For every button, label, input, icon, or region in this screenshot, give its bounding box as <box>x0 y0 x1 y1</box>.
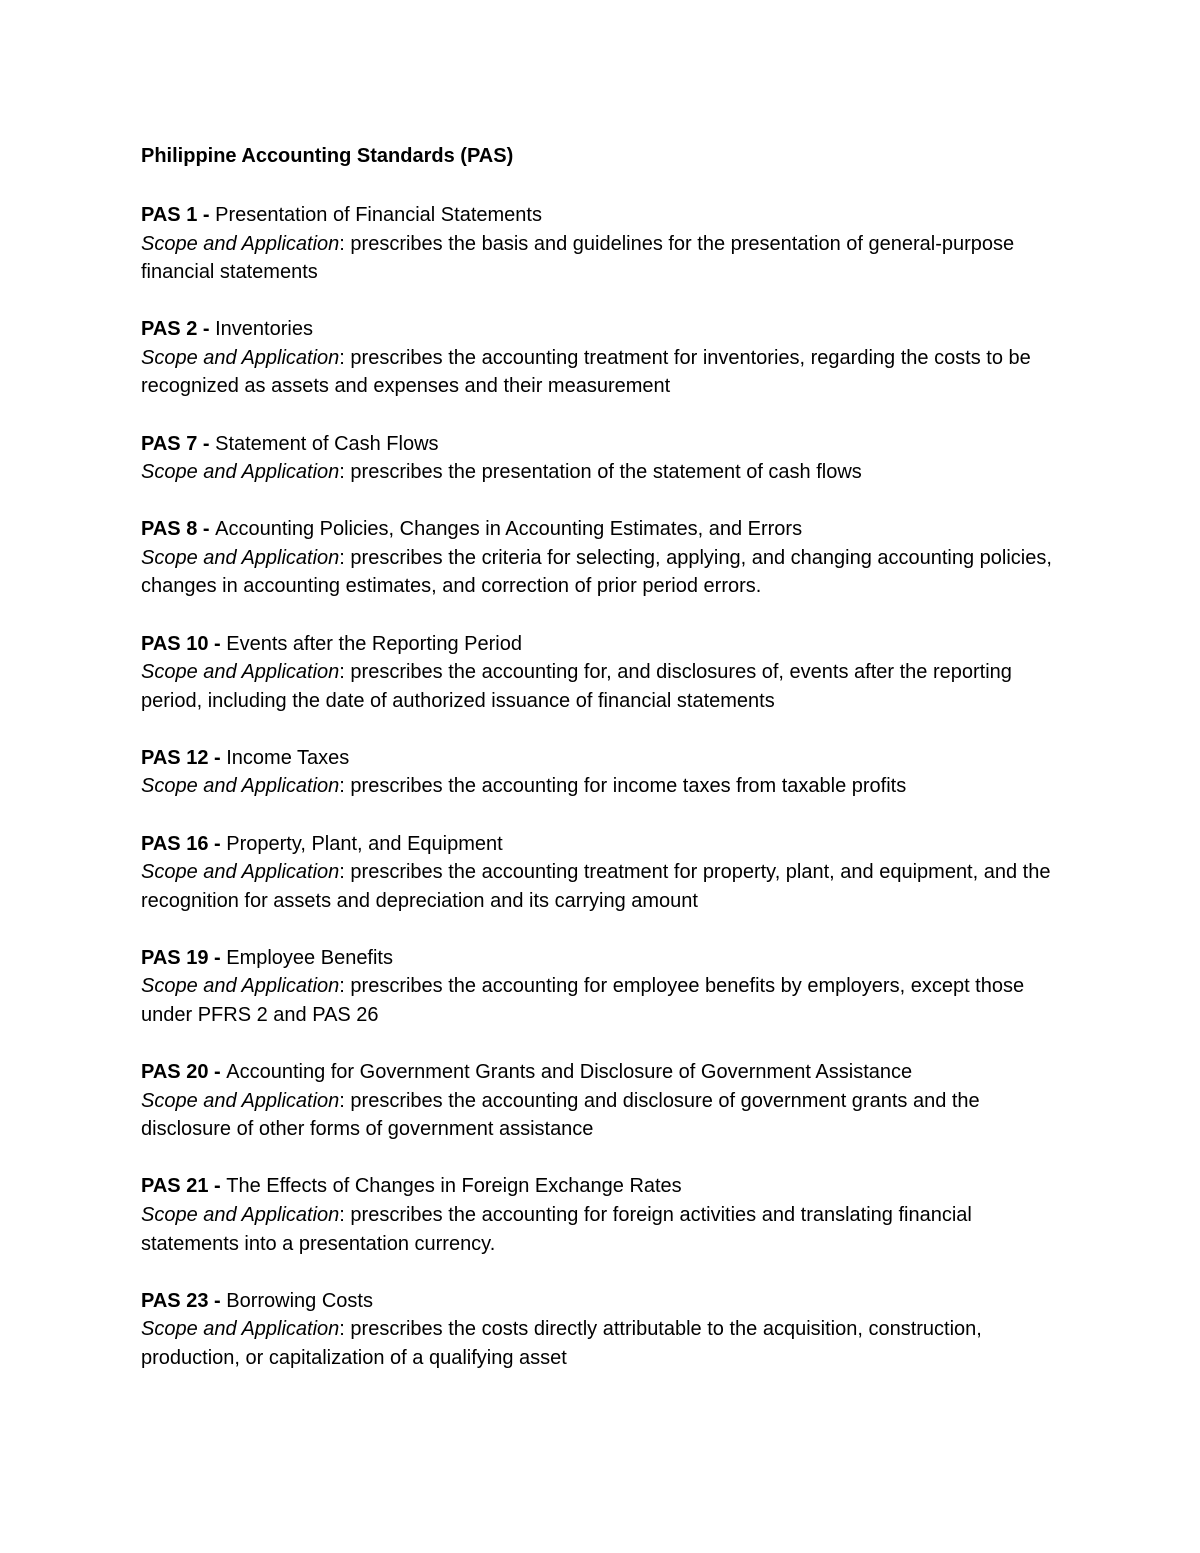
entry-description <box>141 1315 1071 1372</box>
entry-description <box>141 772 1071 801</box>
entry-separator: - <box>208 946 227 969</box>
entry-separator: - <box>208 746 227 769</box>
entry-description <box>141 458 1071 487</box>
scope-label: Scope and Application <box>141 1203 340 1226</box>
entry-code: PAS 8 <box>141 518 198 541</box>
scope-text: : prescribes the presentation of the statement of cash flows <box>339 461 862 484</box>
entry-description <box>141 858 1071 915</box>
pas-entry <box>141 515 1071 601</box>
entry-code: PAS 23 <box>141 1289 209 1312</box>
entry-description <box>141 230 1071 287</box>
document-title: Philippine Accounting Standards (PAS) <box>141 145 514 167</box>
scope-text: : prescribes the accounting for foreign activities and translating financial statements into a presentation currency. <box>141 1203 972 1255</box>
scope-label: Scope and Application <box>141 232 340 255</box>
scope-label: Scope and Application <box>141 1089 340 1112</box>
pas-entry <box>141 1172 1071 1258</box>
scope-text: : prescribes the accounting treatment for property, plant, and equipment, and the recognition for assets and depreciation and its carrying amount <box>141 861 1051 912</box>
entry-heading <box>141 830 1071 859</box>
entry-description <box>141 658 1071 715</box>
scope-text: : prescribes the basis and guidelines for the presentation of general-purpose financial statements <box>141 232 1015 284</box>
pas-entry <box>141 744 1071 801</box>
entry-code: PAS 16 <box>141 832 209 855</box>
entry-heading <box>141 944 1071 973</box>
entry-description <box>141 1201 1071 1258</box>
pas-entry <box>141 315 1071 401</box>
entry-code: PAS 21 <box>141 1175 209 1198</box>
pas-entry <box>141 830 1071 916</box>
entry-separator: - <box>197 432 216 455</box>
entry-separator: - <box>208 632 227 655</box>
entry-heading <box>141 315 1071 344</box>
entry-code: PAS 20 <box>141 1061 209 1084</box>
entry-name: Income Taxes <box>226 746 350 769</box>
document-body <box>141 140 1071 1401</box>
entry-code: PAS 1 <box>141 204 198 226</box>
entry-separator: - <box>197 518 216 541</box>
entry-separator: - <box>208 1061 227 1084</box>
scope-label: Scope and Application <box>141 975 340 998</box>
entry-name: Borrowing Costs <box>226 1289 373 1312</box>
scope-text: : prescribes the costs directly attributable to the acquisition, construction, production, or capitalization of a qualifying asset <box>141 1318 982 1369</box>
entry-heading <box>141 1287 1071 1316</box>
entry-heading <box>141 201 1071 230</box>
entry-code: PAS 19 <box>141 946 209 969</box>
entry-separator: - <box>208 1175 227 1198</box>
scope-label: Scope and Application <box>141 1318 340 1341</box>
entry-heading <box>141 1058 1071 1087</box>
scope-text: : prescribes the accounting treatment for inventories, regarding the costs to be recognized as assets and expenses and their measurement <box>141 346 1031 398</box>
entry-name: Accounting for Government Grants and Disclosure of Government Assistance <box>226 1061 913 1084</box>
entry-separator: - <box>208 832 227 855</box>
pas-entry <box>141 201 1071 287</box>
entry-code: PAS 10 <box>141 632 209 655</box>
pas-entry <box>141 430 1071 487</box>
entry-name: Inventories <box>215 318 313 341</box>
pas-entry <box>141 944 1071 1030</box>
scope-text: : prescribes the criteria for selecting, applying, and changing accounting policies, changes in accounting estimates, and correction of prior period errors. <box>141 546 1052 598</box>
entry-name: Employee Benefits <box>226 946 393 969</box>
entry-heading <box>141 744 1071 773</box>
entry-description <box>141 1087 1071 1144</box>
scope-label: Scope and Application <box>141 461 340 484</box>
entry-name: Property, Plant, and Equipment <box>226 832 503 855</box>
entry-separator: - <box>197 318 216 341</box>
scope-text: : prescribes the accounting for employee benefits by employers, except those under PFRS 2 and PAS 26 <box>141 975 1025 1026</box>
entry-heading <box>141 430 1071 459</box>
entry-name: Events after the Reporting Period <box>226 632 522 655</box>
scope-label: Scope and Application <box>141 546 340 569</box>
entry-separator: - <box>197 204 216 226</box>
pas-entry <box>141 630 1071 716</box>
entry-heading <box>141 515 1071 544</box>
entry-description <box>141 544 1071 601</box>
entry-heading <box>141 630 1071 659</box>
entry-code: PAS 12 <box>141 746 209 769</box>
scope-label: Scope and Application <box>141 775 340 798</box>
entry-name: The Effects of Changes in Foreign Exchange Rates <box>226 1175 682 1198</box>
entry-description <box>141 344 1071 401</box>
scope-label: Scope and Application <box>141 861 340 884</box>
entry-separator: - <box>208 1289 227 1312</box>
entry-name: Statement of Cash Flows <box>215 432 439 455</box>
pas-entry <box>141 1058 1071 1144</box>
entry-name: Presentation of Financial Statements <box>215 204 542 226</box>
entry-heading <box>141 1172 1071 1201</box>
scope-text: : prescribes the accounting for, and disclosures of, events after the reporting period, including the date of authorized issuance of financial statements <box>141 661 1012 712</box>
scope-label: Scope and Application <box>141 661 340 684</box>
scope-text: : prescribes the accounting for income taxes from taxable profits <box>339 775 907 798</box>
entry-code: PAS 7 <box>141 432 198 455</box>
entry-name: Accounting Policies, Changes in Accounting Estimates, and Errors <box>215 518 803 541</box>
entry-code: PAS 2 <box>141 318 198 341</box>
entry-description <box>141 972 1071 1029</box>
scope-label: Scope and Application <box>141 346 340 369</box>
scope-text: : prescribes the accounting and disclosure of government grants and the disclosure of other forms of government assistance <box>141 1089 980 1141</box>
pas-entry <box>141 1287 1071 1373</box>
